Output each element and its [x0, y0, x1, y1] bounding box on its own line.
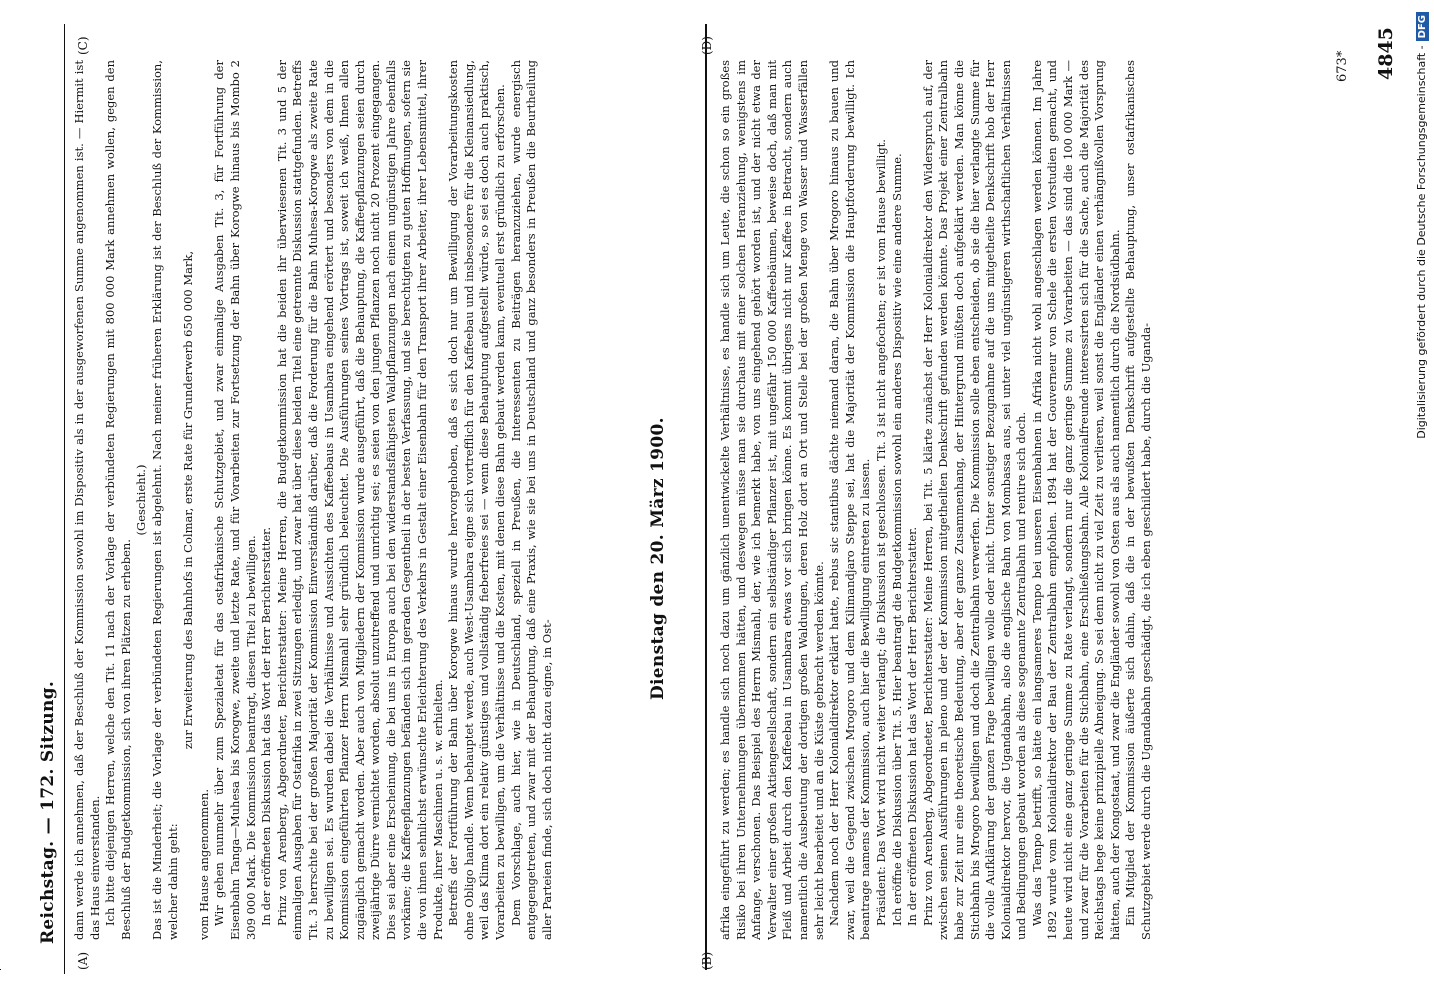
- paragraph: Präsident: Das Wort wird nicht weiter verlangt; die Diskussion ist geschlossen. Tit. 3 ist nicht angefochten; er ist vom Hause bewilligt.: [873, 139, 888, 926]
- column-divider: [0, 969, 1, 970]
- center-rule: [705, 24, 707, 970]
- paragraph: Prinz von Arenberg, Abgeordneter, Berichterstatter: Meine Herren, bei Tit. 5 klärte zunächst der Herr Kolonialdirektor den Widerspruch auf, der zwischen seinen Ausführungen in pleno und der der Kommission mitgetheilten Denkschrift gefunden werden könnte. Das Projekt einer Zentralbahn habe zur Zeit nur eine theoretische Bedeutung, aber der ganze Zusammenhang, der Hintergrund müßten doch aufgeklärt werden. Man könne die Stichbahn bis Mrogoro bewilligen und doch die Zentralbahn verwerfen. Die Kommission solle eben entscheiden, ob sie die hier verlangte Summe für die volle Aufklärung der ganzen Frage bewilligen wolle oder nicht. Unter sonstiger Bezugnahme auf die uns mitgetheilte Denkschrift hob der Herr Kolonialdirektor hervor, die Ugandabahn, also die englische Bahn von Mombassa aus, sei unter viel ungünstigeren wirthschaftlichen Verhältnissen und Bedingungen gebaut worden als diese sogenannte Zentralbahn und rentire sich doch.: [920, 60, 1029, 940]
- margin-mark-c: (C): [76, 36, 90, 55]
- paragraph: In der eröffneten Diskussion hat das Wort der Herr Berichterstatter.: [259, 526, 274, 926]
- paragraph: Betreffs der Fortführung der Bahn über Korogwe hinaus wurde hervorgehoben, daß es sich doch nur um Bewilligung der Vorarbeitungskosten ohne Obligo handle. Wenn behauptet werde, auch West-Usambara eigne sich vortrefflich für den Kaffeebau und insbesondere für die Kleinansiedlung, weil das Klima dort ein relativ günstiges und vollständig fieberfreies sei — wenn diese Behauptung aufgestellt würde, so sei es doch auch praktisch, Vorarbeiten zu bewilligen, um die Verhältnisse und die Kosten, mit denen diese Bahn gebaut werden kann, eventuell erst gründlich zu erforschen.: [446, 60, 508, 940]
- page-number: 4845: [1375, 27, 1397, 80]
- paragraph: zur Erweiterung des Bahnhofs in Colmar, erste Rate für Grunderwerb 650 000 Mark,: [181, 250, 196, 750]
- credit-text: Digitalisierung gefördert durch die Deutsche Forschungsgemeinschaft -: [1415, 45, 1428, 439]
- paragraph: dann werde ich annehmen, daß der Beschluß der Kommission sowohl im Dispositiv als in der ausgeworfenen Summe angenommen ist. — Hiermit ist das Haus einverstanden.: [72, 60, 102, 940]
- text-column-left: [72, 60, 684, 940]
- text-column-right: [718, 60, 1358, 940]
- margin-mark-d: (D): [700, 36, 714, 55]
- paragraph: Ein Mitglied der Kommission äußerte sich dahin, daß die in der bewußten Denkschrift aufgestellte Behauptung, unser ostafrikanisches Schutzgebiet werde durch die Ugandabahn geschädigt, die ich eben geschildert habe, durch die Uganda-: [1123, 60, 1154, 940]
- paragraph: Prinz von Arenberg, Abgeordneter, Berichterstatter: Meine Herren, die Budgetkommission hat die beiden ihr überwiesenen Tit. 3 und 5 der einmaligen Ausgaben für Ostafrika in zwei Sitzungen erledigt, und zwar hat über diese beiden Titel eine getrennte Diskussion stattgefunden. Betreffs Tit. 3 herrschte bei der großen Majorität der Kommission Einverständniß darüber, daß die Forderung für die Bahn Muhesa-Korogwe als zweite Rate zu bewilligen sei. Es wurden dabei die Verhältnisse und Aussichten des Kaffeebaus in Usambara eingehend erörtert und besonders von dem in die Kommission eingeführten Pflanzer Herrn Mismahl sehr gründlich beleuchtet. Die Ausführungen seines Vortrags ist, soweit ich weiß, Ihnen allen zugänglich gemacht worden. Aber auch von Mitgliedern der Kommission wurde ausgeführt, daß die Behauptung, die Kaffeepflanzungen seien durch zweijährige Dürre vernichtet worden, absolut unzutreffend und unrichtig sei; es seien von den jungen Pflanzen noch nicht 20 Prozent eingegangen. Dies sei aber eine Erscheinung, die bei uns in Europa auch bei den widerstandsfähigsten Waldpflanzungen nach einem ungünstigen Jahre ebenfalls vorkäme; die Kaffeepflanzungen befänden sich im geraden Gegentheil in der besten Verfassung, und sie berechtigten zu guten Hoffnungen, sofern sie die von ihnen sehnlichst erwünschte Erleichterung des Verkehrs in Gestalt einer Eisenbahn für den Transport ihrer Arbeiter, ihrer Lebensmittel, ihrer Produkte, ihrer Maschinen u. s. w. erhielten.: [274, 60, 445, 940]
- paragraph: afrika eingeführt zu werden; es handle sich noch dazu um gänzlich unentwickelte Verhältnisse, es handle sich um Leute, die schon so ein großes Risiko bei ihren Unternehmungen übernommen hätten, und deswegen müsse man sie durchaus mit einer solchen Heranziehung, wenigstens im Anfange, verschonen. Das Beispiel des Herrn Mismahl, der, wie ich bemerkt habe, von uns eingehend gehört worden ist, und der nicht etwa der Verwalter einer großen Aktiengesellschaft, sondern ein selbständiger Pflanzer ist, mit ungefähr 150 000 Kaffeebäumen, beweise doch, daß man mit Fleiß und Arbeit durch den Kaffeebau in Usambara etwas vor sich bringen könne. Es kommt übrigens nicht nur Kaffee in Betracht, sondern auch namentlich die Ausbeutung der dortigen großen Waldungen, deren Holz dort an Ort und Stelle bei der großen Menge von Wasser und Wasserfällen sehr leicht bearbeitet und an die Küste gebracht werden könnte.: [718, 60, 826, 940]
- paragraph: Nachdem noch der Herr Kolonialdirektor erklärt hatte, rebus sic stantibus dächte niemand daran, die Bahn über Mrogoro hinaus zu bauen und zwar, weil die Gegend zwischen Mrogoro und dem Kilimandjaro Steppe sei, hat die Majorität der Kommission die Hauptforderung bewilligt. Ich beantrage namens der Kommission, auch hier die Bewilligung eintreten zu lassen.: [827, 60, 873, 940]
- paragraph: In der eröffneten Diskussion hat das Wort der Herr Berichterstatter.: [905, 526, 920, 926]
- paragraph: vom Hause angenommen.: [196, 788, 211, 940]
- paragraph: Ich eröffne die Diskussion über Tit. 5. Hier beantragt die Budgetkommission sowohl ein anderes Dispositiv wie eine andere Summe.: [889, 153, 904, 926]
- paragraph: Das ist die Minderheit; die Vorlage der verbündeten Regierungen ist abgelehnt. Nach meiner früheren Erklärung ist der Beschluß der Kommission, welcher dahin geht:: [149, 60, 180, 940]
- margin-mark-b: (B): [700, 951, 714, 970]
- dfg-logo: DFG: [1416, 12, 1429, 41]
- signature-mark: 673*: [1335, 50, 1350, 82]
- paragraph: Ich bitte diejenigen Herren, welche den Tit. 11 nach der Vorlage der verbündeten Regierungen mit 800 000 Mark annehmen wollen, gegen den Beschluß der Budgetkommission, sich von ihren Plätzen zu erheben.: [103, 60, 133, 940]
- digitization-credit: [1410, 0, 1434, 1000]
- running-head-center: Dienstag den 20. März 1900.: [648, 417, 668, 700]
- paragraph: Dem Vorschlage, auch hier, wie in Deutschland, speziell in Preußen, die Interessenten zu Beiträgen heranzuziehen, wurde energisch entgegengetreten, und zwar mit der Behauptung, daß eine Praxis, wie sie bei uns in Deutschland und ganz besonders in Preußen die Beurtheilung aller Parteien finde, sich doch nicht dazu eigne, in Ost-: [508, 60, 554, 940]
- paragraph: Was das Tempo betrifft, so hätte ein langsameres Tempo bei unseren Eisenbahnen in Afrika nicht wohl angeschlagen werden können. Im Jahre 1892 wurde vom Kolonialdirektor der Bau der Zentralbahn empfohlen. 1894 hat der Gouverneur von Schele die ersten Vorstudien gemacht, und heute wird nicht eine ganz geringe Summe zu Rate verlangt, sondern nur die ganz geringe Summe zu Vorarbeiten — das sind die 100 000 Mark — und zwar für die Vorarbeiten für die Stichbahn, eine Erschließungsbahn. Alle Kolonialfreunde interessirten sich für die Sache, auch die Majorität des Reichstags hege keine prinzipielle Abneigung. So sei denn nicht zu viel Zeit zu verlieren, weil sonst die Engländer einen verhängnißvollen Vorsprung hätten, auch der Kongostaat, und zwar die Engländer sowohl von Osten aus als auch namentlich durch die Nordsüdbahn.: [1029, 60, 1122, 940]
- header-divider: [64, 24, 65, 974]
- paragraph: (Geschieht.): [134, 464, 149, 536]
- running-head-left: Reichstag. — 172. Sitzung.: [38, 680, 58, 944]
- margin-mark-a: (A): [76, 951, 90, 970]
- paragraph: Wir gehen nunmehr über zum Spezialetat für das ostafrikanische Schutzgebiet, und zwar einmalige Ausgaben Tit. 3, für Fortführung der Eisenbahn Tanga—Muhesa bis Korogwe, zweite und letzte Rate, und für Vorarbeiten zur Fortsetzung der Bahn über Korogwe hinaus bis Mombo 2 309 000 Mark. Die Kommission beantragt, diesen Titel zu bewilligen.: [212, 60, 258, 940]
